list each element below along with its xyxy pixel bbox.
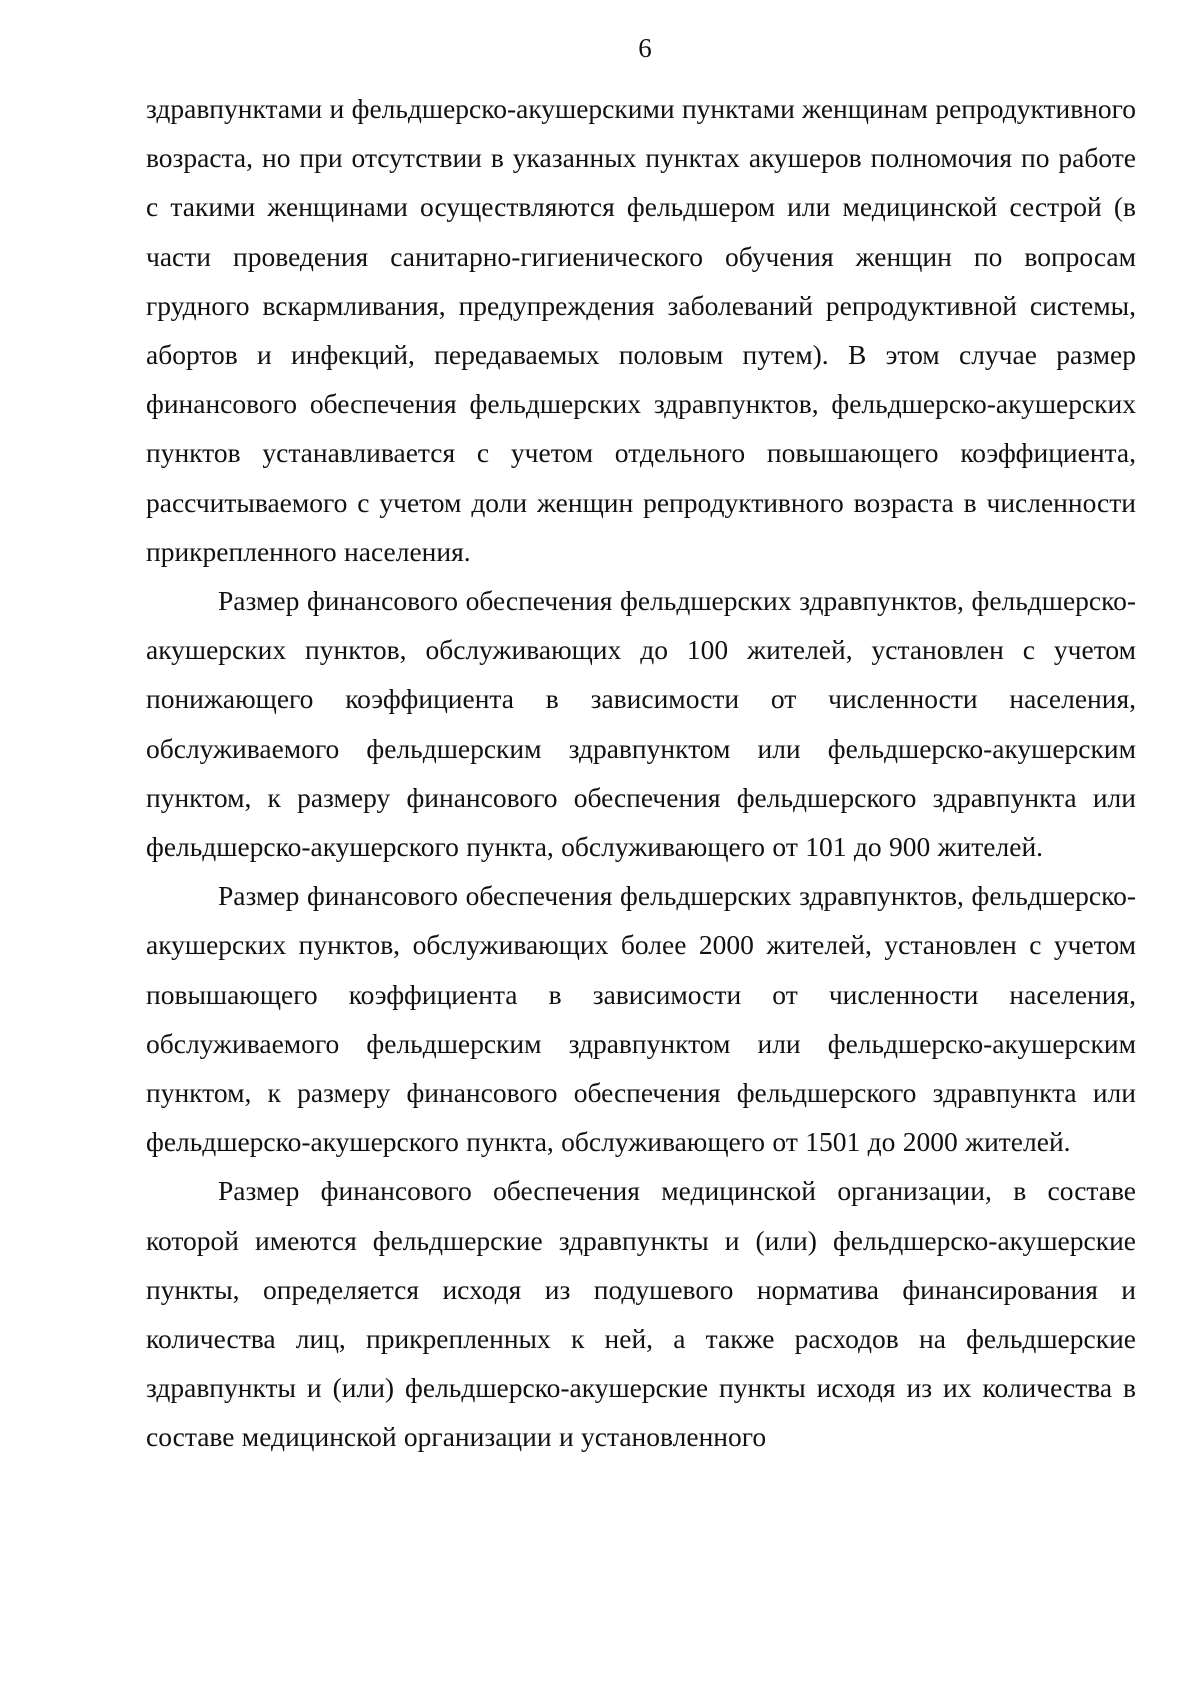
paragraph-continuation: здравпунктами и фельдшерско-акушерскими пунктами женщинам репродуктивного возраста, но при отсутствии в указанных пунктах акушеров полномочия по работе с такими женщинами осуществляются фельдшером или медицинской сестрой (в части проведения санитарно-гигиенического обучения женщин по вопросам грудного вскармливания, предупреждения заболеваний репродуктивной системы, абортов и инфекций, передаваемых половым путем). В этом случае размер финансового обеспечения фельдшерских здравпунктов, фельдшерско-акушерских пунктов устанавливается с учетом отдельного повышающего коэффициента, рассчитываемого с учетом доли женщин репродуктивного возраста в численности прикрепленного населения. <box>146 93 1136 567</box>
paragraph-funding-over-2000: Размер финансового обеспечения фельдшерских здравпунктов, фельдшерско-акушерских пунктов, обслуживающих более 2000 жителей, установлен с учетом повышающего коэффициента в зависимости от численности населения, обслуживаемого фельдшерским здравпунктом или фельдшерско-акушерским пунктом, к размеру финансового обеспечения фельдшерского здравпункта или фельдшерско-акушерского пункта, обслуживающего от 1501 до 2000 жителей. <box>146 880 1136 1158</box>
paragraph-medical-organization-funding: Размер финансового обеспечения медицинской организации, в составе которой имеются фельдшерские здравпункты и (или) фельдшерско-акушерские пункты, определяется исходя из подушевого норматива финансирования и количества лиц, прикрепленных к ней, а также расходов на фельдшерские здравпункты и (или) фельдшерско-акушерские пункты исходя из их количества в составе медицинской организации и установленного <box>146 1175 1136 1453</box>
page-number: 6 <box>638 33 652 63</box>
document-body <box>146 84 1136 1462</box>
paragraph-funding-up-to-100: Размер финансового обеспечения фельдшерских здравпунктов, фельдшерско-акушерских пунктов, обслуживающих до 100 жителей, установлен с учетом понижающего коэффициента в зависимости от численности населения, обслуживаемого фельдшерским здравпунктом или фельдшерско-акушерским пунктом, к размеру финансового обеспечения фельдшерского здравпункта или фельдшерско-акушерского пункта, обслуживающего от 101 до 900 жителей. <box>146 585 1136 863</box>
